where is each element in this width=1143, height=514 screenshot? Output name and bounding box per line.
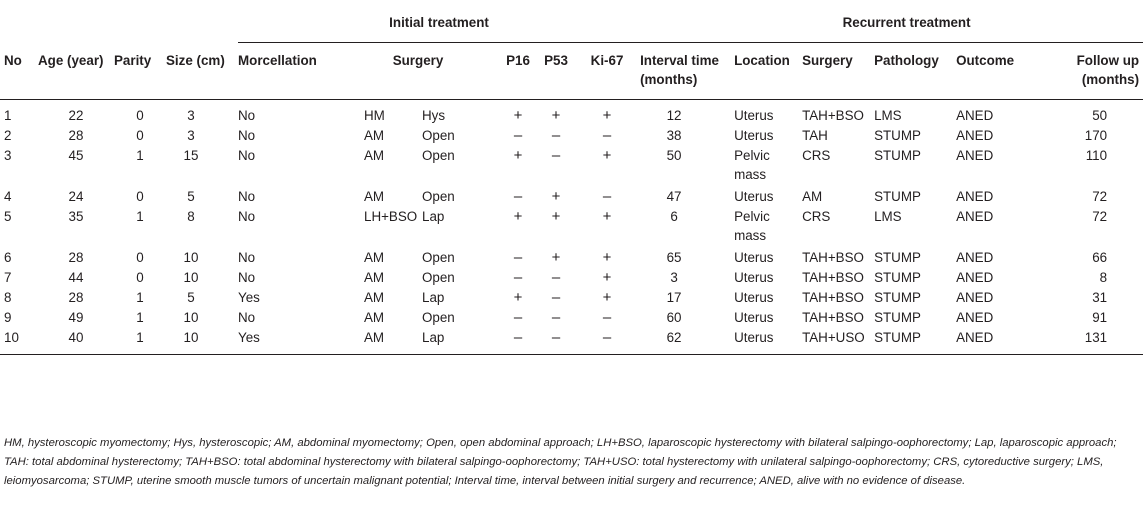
- row-morcellation: No: [238, 270, 256, 285]
- row-approach: Open: [422, 148, 455, 163]
- row-location: Uterus: [734, 189, 774, 204]
- row-followup: 170: [1084, 128, 1108, 143]
- col-parity: Parity: [114, 43, 166, 100]
- row-morcellation: Yes: [238, 328, 338, 355]
- row-approach: Lap: [422, 328, 498, 355]
- row-no: 3: [4, 148, 12, 163]
- table-body: [0, 100, 1143, 355]
- table-row: [0, 268, 1143, 288]
- row-no: 7: [4, 270, 12, 285]
- column-header-row: [0, 43, 1143, 100]
- row-size: 3: [187, 128, 195, 143]
- col-surgery-initial: Surgery: [338, 43, 498, 100]
- row-approach: Open: [422, 310, 455, 325]
- col-outcome: Outcome: [956, 43, 1028, 100]
- row-pathology: STUMP: [874, 128, 921, 143]
- row-followup: 72: [1092, 189, 1108, 204]
- row-parity: 0: [136, 270, 144, 285]
- row-morcellation: Yes: [238, 290, 260, 305]
- row-approach: Hys: [422, 108, 446, 123]
- row-age: 28: [68, 250, 84, 265]
- row-morcellation: No: [238, 250, 256, 265]
- row-age: 28: [68, 128, 84, 143]
- row-no: 8: [4, 290, 12, 305]
- row-size: 5: [187, 189, 195, 204]
- row-parity: 0: [136, 108, 144, 123]
- row-surgery-recurrent: TAH+BSO: [802, 310, 864, 325]
- table-footnote: HM, hysteroscopic myomectomy; Hys, hysteroscopic; AM, abdominal myomectomy; Open, open abdominal approach; LH+BSO, laparoscopic hysterectomy with bilateral salpingo-oophorectomy; Lap, laparoscopic approach; TAH: total abdominal hysterectomy; TAH+BSO: total abdominal hysterectomy with bilateral salpingo-oophorectomy; TAH+USO: total hysterectomy with unilateral salpingo-oophorectomy; CRS, cytoreductive surgery; LMS, leiomyosarcoma; STUMP, uterine smooth muscle tumors of uncertain malignant potential; Interval time, interval between initial surgery and recurrence; ANED, alive with no evidence of disease.: [4, 437, 1117, 487]
- row-location: Uterus: [734, 328, 802, 355]
- row-followup: 50: [1092, 108, 1108, 123]
- row-interval: 62: [640, 328, 734, 355]
- row-no: 5: [4, 209, 12, 224]
- row-size: 8: [187, 209, 195, 224]
- row-parity: 1: [114, 328, 166, 355]
- row-parity: 0: [136, 250, 144, 265]
- row-ki67: –: [602, 309, 612, 326]
- row-size: 10: [183, 310, 199, 325]
- row-p16: –: [513, 188, 523, 205]
- row-outcome: ANED: [956, 250, 994, 265]
- row-interval: 50: [666, 148, 682, 163]
- row-p53: +: [551, 188, 561, 205]
- group-header-row: [0, 0, 1143, 43]
- row-no: 10: [0, 328, 38, 355]
- row-location: Uterus: [734, 128, 774, 143]
- row-morcellation: No: [238, 128, 256, 143]
- table-row: [0, 100, 1143, 127]
- row-age: 40: [38, 328, 114, 355]
- row-size: 15: [183, 148, 199, 163]
- col-interval: Interval time (months): [640, 43, 734, 100]
- row-surgery-recurrent: CRS: [802, 209, 831, 224]
- row-approach: Open: [422, 250, 455, 265]
- row-surgery-initial: AM: [364, 148, 385, 163]
- row-ki67: +: [602, 107, 612, 124]
- row-outcome: ANED: [956, 209, 994, 224]
- col-size: Size (cm): [166, 43, 238, 100]
- row-outcome: ANED: [956, 310, 994, 325]
- row-p16: –: [513, 309, 523, 326]
- row-approach: Open: [422, 128, 455, 143]
- row-p16: –: [513, 249, 523, 266]
- col-surgery-recurrent: Surgery: [802, 43, 874, 100]
- row-age: 44: [68, 270, 84, 285]
- row-p53: –: [551, 309, 561, 326]
- row-interval: 12: [666, 108, 682, 123]
- col-location: Location: [734, 43, 802, 100]
- row-pathology: LMS: [874, 108, 902, 123]
- table-row: [0, 248, 1143, 268]
- row-surgery-recurrent: AM: [802, 189, 823, 204]
- row-surgery-recurrent: TAH+BSO: [802, 250, 864, 265]
- row-surgery-recurrent: TAH+BSO: [802, 290, 864, 305]
- row-pathology: STUMP: [874, 250, 921, 265]
- row-location: Uterus: [734, 250, 774, 265]
- row-surgery-initial: AM: [338, 328, 422, 355]
- row-surgery-initial: AM: [364, 270, 385, 285]
- row-parity: 1: [136, 209, 144, 224]
- row-interval: 6: [670, 209, 678, 224]
- col-no: No: [0, 43, 38, 100]
- row-interval: 17: [666, 290, 682, 305]
- row-followup: 31: [1092, 290, 1108, 305]
- row-age: 24: [68, 189, 84, 204]
- row-p53: –: [538, 328, 574, 355]
- row-ki67: –: [574, 328, 640, 355]
- row-no: 9: [4, 310, 12, 325]
- row-surgery-recurrent: TAH+USO: [802, 328, 874, 355]
- row-p53: –: [551, 147, 561, 164]
- row-pathology: STUMP: [874, 270, 921, 285]
- row-outcome: ANED: [956, 290, 994, 305]
- row-age: 22: [68, 108, 84, 123]
- row-p53: –: [551, 269, 561, 286]
- row-age: 35: [68, 209, 84, 224]
- row-surgery-initial: AM: [364, 189, 385, 204]
- table-row: [0, 187, 1143, 207]
- row-location: Uterus: [734, 270, 774, 285]
- row-p16: +: [513, 147, 523, 164]
- row-parity: 0: [136, 189, 144, 204]
- row-location: Uterus: [734, 108, 774, 123]
- row-location: Uterus: [734, 290, 774, 305]
- row-interval: 3: [670, 270, 678, 285]
- col-followup: Follow up (months): [1028, 43, 1143, 100]
- row-outcome: ANED: [956, 328, 1028, 355]
- row-interval: 60: [666, 310, 682, 325]
- row-size: 3: [187, 108, 195, 123]
- row-p16: –: [513, 269, 523, 286]
- row-p16: +: [513, 289, 523, 306]
- row-parity: 1: [136, 148, 144, 163]
- row-outcome: ANED: [956, 189, 994, 204]
- row-interval: 38: [666, 128, 682, 143]
- row-surgery-recurrent: CRS: [802, 148, 831, 163]
- row-surgery-initial: AM: [364, 310, 385, 325]
- row-pathology: STUMP: [874, 290, 921, 305]
- row-size: 10: [183, 270, 199, 285]
- row-morcellation: No: [238, 108, 256, 123]
- recurrent-treatment-header: Recurrent treatment: [640, 0, 1143, 43]
- row-ki67: +: [602, 147, 612, 164]
- row-ki67: +: [602, 289, 612, 306]
- row-morcellation: No: [238, 148, 256, 163]
- row-p53: +: [551, 208, 561, 225]
- row-p53: –: [551, 289, 561, 306]
- row-age: 45: [68, 148, 84, 163]
- table-row: [0, 308, 1143, 328]
- row-interval: 65: [666, 250, 682, 265]
- row-parity: 1: [136, 290, 144, 305]
- row-followup: 8: [1099, 270, 1108, 285]
- col-ki67: Ki-67: [574, 43, 640, 100]
- row-size: 10: [166, 328, 238, 355]
- row-location: Uterus: [734, 310, 774, 325]
- row-ki67: +: [602, 208, 612, 225]
- row-pathology: STUMP: [874, 189, 921, 204]
- row-followup: 66: [1092, 250, 1108, 265]
- row-approach: Lap: [422, 209, 445, 224]
- row-no: 4: [4, 189, 12, 204]
- row-approach: Open: [422, 270, 455, 285]
- row-outcome: ANED: [956, 128, 994, 143]
- row-p53: +: [551, 107, 561, 124]
- row-no: 2: [4, 128, 12, 143]
- row-pathology: STUMP: [874, 328, 956, 355]
- row-approach: Open: [422, 189, 455, 204]
- row-p16: –: [513, 127, 523, 144]
- row-location: Pelvic mass: [734, 148, 770, 182]
- row-surgery-initial: AM: [364, 128, 385, 143]
- row-surgery-initial: AM: [364, 250, 385, 265]
- col-pathology: Pathology: [874, 43, 956, 100]
- row-followup: 91: [1092, 310, 1108, 325]
- col-p16: P16: [498, 43, 538, 100]
- row-surgery-recurrent: TAH+BSO: [802, 108, 864, 123]
- row-p53: –: [551, 127, 561, 144]
- row-interval: 47: [666, 189, 682, 204]
- row-outcome: ANED: [956, 108, 994, 123]
- row-p16: +: [513, 208, 523, 225]
- row-location: Pelvic mass: [734, 209, 770, 243]
- row-pathology: LMS: [874, 209, 902, 224]
- col-age: Age (year): [38, 43, 114, 100]
- row-size: 10: [183, 250, 199, 265]
- row-ki67: +: [602, 269, 612, 286]
- initial-treatment-header: Initial treatment: [238, 0, 640, 43]
- row-surgery-initial: HM: [364, 108, 385, 123]
- row-approach: Lap: [422, 290, 445, 305]
- table-row: [0, 288, 1143, 308]
- row-morcellation: No: [238, 209, 256, 224]
- row-surgery-initial: LH+BSO: [364, 209, 418, 224]
- row-morcellation: No: [238, 189, 256, 204]
- row-parity: 0: [136, 128, 144, 143]
- row-surgery-recurrent: TAH+BSO: [802, 270, 864, 285]
- row-ki67: –: [602, 127, 612, 144]
- row-size: 5: [187, 290, 195, 305]
- row-p53: +: [551, 249, 561, 266]
- table-row: [0, 207, 1143, 248]
- row-morcellation: No: [238, 310, 256, 325]
- row-surgery-recurrent: TAH: [802, 128, 828, 143]
- row-outcome: ANED: [956, 270, 994, 285]
- row-parity: 1: [136, 310, 144, 325]
- table-row: [0, 146, 1143, 187]
- table-row: [0, 328, 1143, 355]
- table-row: [0, 126, 1143, 146]
- row-p16: +: [513, 107, 523, 124]
- col-p53: P53: [538, 43, 574, 100]
- row-pathology: STUMP: [874, 148, 921, 163]
- row-followup: 72: [1092, 209, 1108, 224]
- row-surgery-initial: AM: [364, 290, 385, 305]
- row-outcome: ANED: [956, 148, 994, 163]
- row-no: 6: [4, 250, 12, 265]
- row-ki67: +: [602, 249, 612, 266]
- row-p16: –: [498, 328, 538, 355]
- row-age: 49: [68, 310, 84, 325]
- row-no: 1: [4, 108, 12, 123]
- row-age: 28: [68, 290, 84, 305]
- row-followup: 110: [1085, 148, 1108, 163]
- col-morcellation: Morcellation: [238, 43, 338, 100]
- row-followup: 131: [1028, 328, 1143, 355]
- row-ki67: –: [602, 188, 612, 205]
- row-pathology: STUMP: [874, 310, 921, 325]
